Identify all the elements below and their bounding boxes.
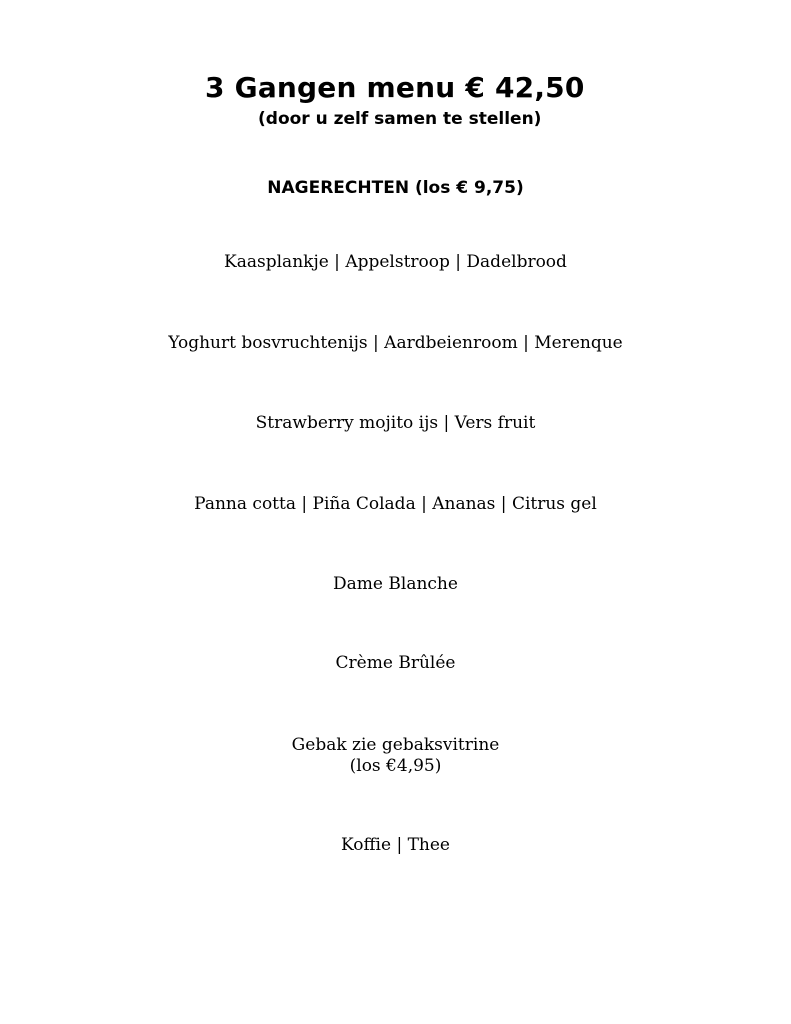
menu-item: Panna cotta | Piña Colada | Ananas | Citrus gel xyxy=(194,494,597,514)
menu-item: Strawberry mojito ijs | Vers fruit xyxy=(255,413,536,433)
menu-item: Dame Blanche xyxy=(333,574,458,594)
menu-item: Crème Brûlée xyxy=(335,653,456,673)
menu-item: Yoghurt bosvruchtenijs | Aardbeienroom | Merenque xyxy=(168,333,623,353)
menu-item-price-note: (los €4,95) xyxy=(349,756,442,776)
menu-item: Koffie | Thee xyxy=(341,835,450,855)
menu-subtitle: (door u zelf samen te stellen) xyxy=(258,109,542,129)
section-heading-desserts: NAGERECHTEN (los € 9,75) xyxy=(267,178,524,198)
menu-item: Gebak zie gebaksvitrine xyxy=(291,735,500,755)
menu-title: 3 Gangen menu € 42,50 xyxy=(205,71,585,104)
menu-item: Kaasplankje | Appelstroop | Dadelbrood xyxy=(224,252,567,272)
